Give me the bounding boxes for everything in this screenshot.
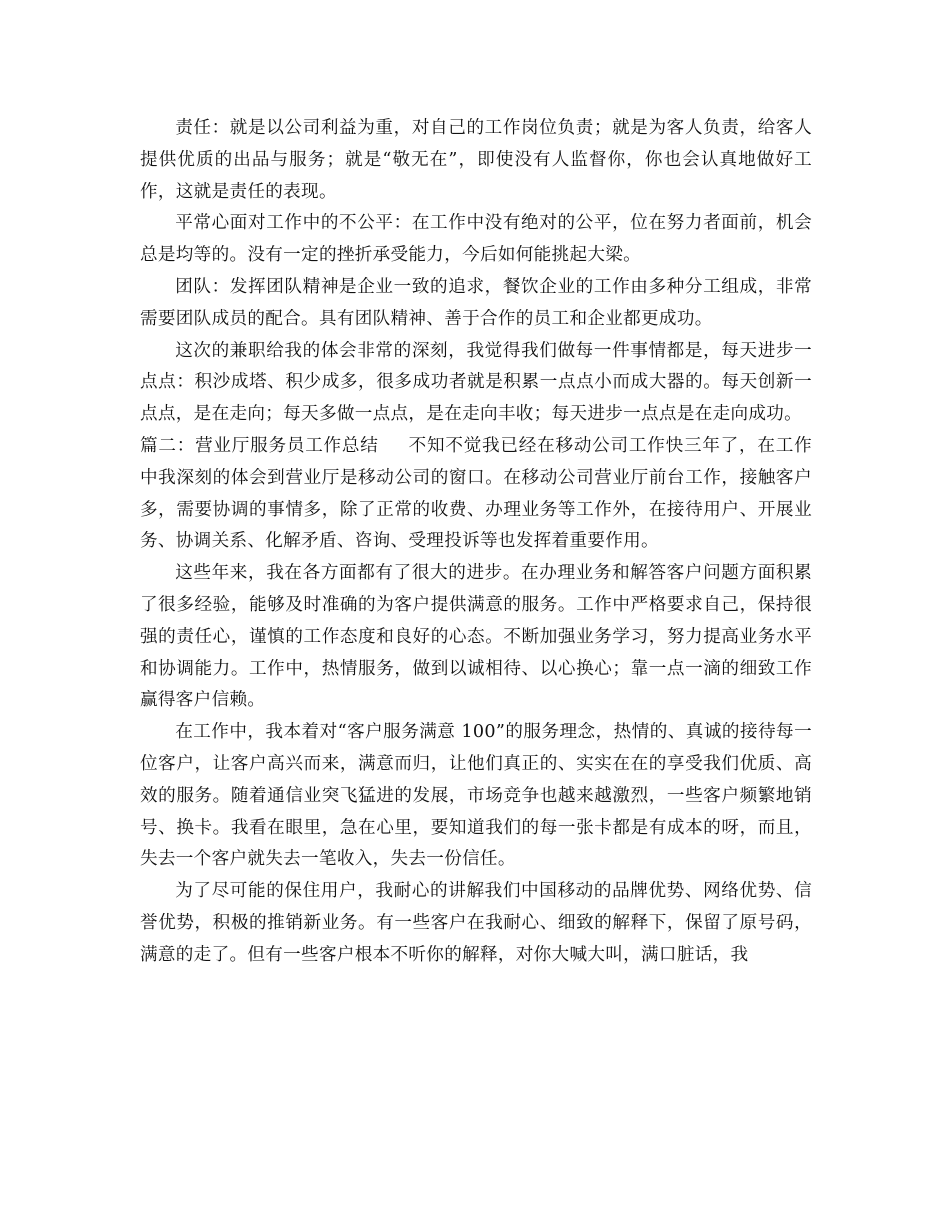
document-body [140,113,812,972]
paragraph-team: 团队：发挥团队精神是企业一致的追求，餐饮企业的工作由多种分工组成，非常需要团队成员的配合。具有团队精神、善于合作的员工和企业都更成功。 [140,276,812,329]
paragraph-progress: 这些年来，我在各方面都有了很大的进步。在办理业务和解答客户问题方面积累了很多经验，能够及时准确的为客户提供满意的服务。工作中严格要求自己，保持很强的责任心，谨慎的工作态度和良好的心态。不断加强业务学习，努力提高业务水平和协调能力。工作中，热情服务，做到以诚相待、以心换心；靠一点一滴的细致工作赢得客户信赖。 [140,563,812,711]
section-heading: 篇二：营业厅服务员工作总结 [140,435,379,456]
section-intro-text: 不知不觉我已经在移动公司工作快三年了，在工作中我深刻的体会到营业厅是移动公司的窗口。在移动公司营业厅前台工作，接触客户多，需要协调的事情多，除了正常的收费、办理业务等工作外，在接待用户、开展业务、协调关系、化解矛盾、咨询、受理投诉等也发挥着重要作用。 [140,435,812,552]
paragraph-retain-users: 为了尽可能的保住用户，我耐心的讲解我们中国移动的品牌优势、网络优势、信誉优势，积极的推销新业务。有一些客户在我耐心、细致的解释下，保留了原号码，满意的走了。但有一些客户根本不听你的解释，对你大喊大叫，满口脏话，我 [140,881,812,965]
paragraph-experience: 这次的兼职给我的体会非常的深刻，我觉得我们做每一件事情都是，每天进步一点点：积沙成塔、积少成多，很多成功者就是积累一点点小而成大器的。每天创新一点点，是在走向；每天多做一点点，是在走向丰收；每天进步一点点是在走向成功。 [140,340,812,425]
section-two-intro [140,431,812,558]
paragraph-unfairness: 平常心面对工作中的不公平：在工作中没有绝对的公平，位在努力者面前，机会总是均等的。没有一定的挫折承受能力，今后如何能挑起大梁。 [140,213,812,266]
paragraph-service-philosophy: 在工作中，我本着对“客户服务满意 100”的服务理念，热情的、真诚的接待每一位客户，让客户高兴而来，满意而归，让他们真正的、实实在在的享受我们优质、高效的服务。随着通信业突飞猛进的发展，市场竞争也越来越激烈，一些客户频繁地销号、换卡。我看在眼里，急在心里，要知道我们的每一张卡都是有成本的呀，而且，失去一个客户就失去一笔收入，失去一份信任。 [140,722,812,870]
paragraph-responsibility: 责任：就是以公司利益为重，对自己的工作岗位负责；就是为客人负责，给客人提供优质的出品与服务；就是“敬无在”，即使没有人监督你，你也会认真地做好工作，这就是责任的表现。 [140,118,812,202]
